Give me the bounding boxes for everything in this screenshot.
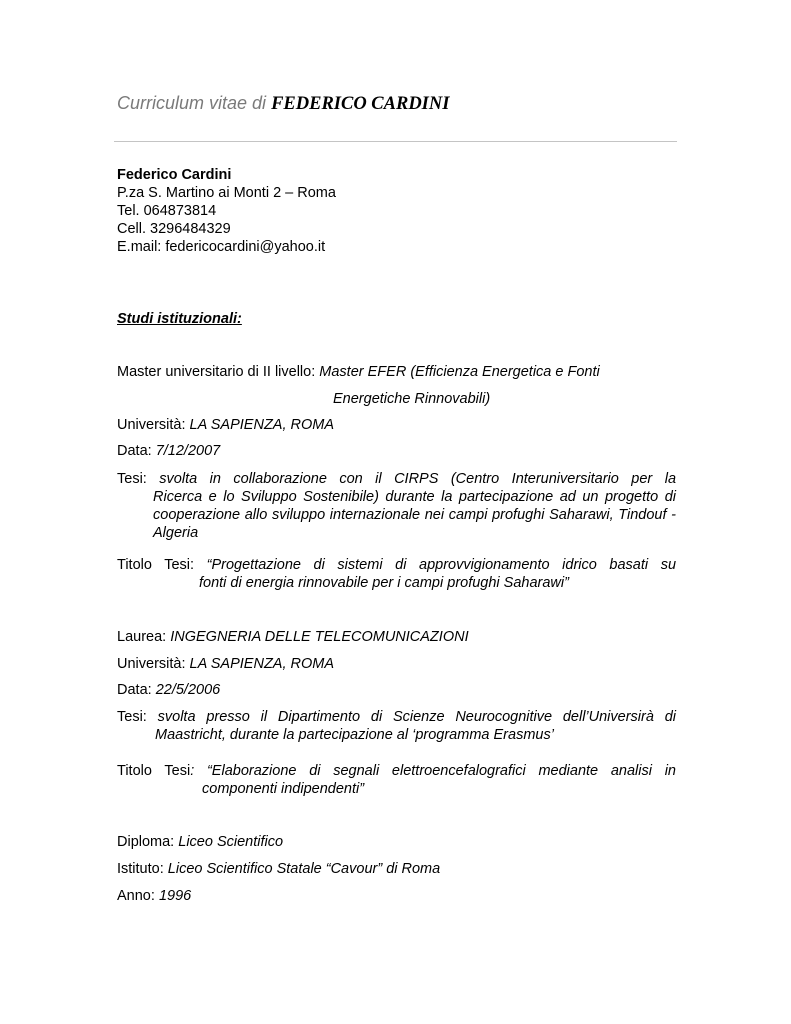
- master-university: [117, 416, 334, 434]
- laurea-tesi-rest: Maastricht, durante la partecipazione al ‘programma Erasmus’: [155, 727, 554, 743]
- master-tesi-label: Tesi:: [117, 471, 147, 487]
- diploma-ist-label: Istituto:: [117, 861, 164, 877]
- diploma-line: [117, 833, 283, 851]
- laurea-date: [117, 681, 220, 699]
- laurea-titolo-label: Titolo Tesi: [117, 763, 191, 779]
- master-titolo-label: Titolo Tesi:: [117, 557, 195, 573]
- master-value-line2: Energetiche Rinnovabili): [333, 391, 491, 407]
- master-titolo-first: [117, 556, 676, 574]
- master-uni-label: Università:: [117, 417, 186, 433]
- master-tesi-rest: Ricerca e lo Sviluppo Sostenibile) durante la partecipazione ad un progetto di cooperazione allo sviluppo internazionale nei campi profughi Saharawi, Tindouf - Algeria: [153, 489, 676, 541]
- contact-email: E.mail: federicocardini@yahoo.it: [117, 239, 326, 255]
- laurea-date-value: 22/5/2006: [155, 682, 221, 698]
- diploma-year: [117, 887, 191, 905]
- contact-cell: Cell. 3296484329: [117, 221, 231, 237]
- laurea-tesi-line1: svolta presso il Dipartimento di Scienze Neurocognitive dell’Universirà di: [157, 709, 676, 725]
- master-tesi-first: [117, 470, 676, 488]
- master-label: Master universitario di II livello:: [117, 364, 316, 380]
- laurea-titolo: [117, 762, 676, 798]
- master-date: [117, 442, 220, 460]
- contact-address: P.za S. Martino ai Monti 2 – Roma: [117, 185, 336, 201]
- laurea-line: [117, 628, 469, 646]
- section-title: Studi istituzionali:: [117, 311, 242, 327]
- master-line: [117, 363, 600, 381]
- laurea-uni-label: Università:: [117, 656, 186, 672]
- master-date-label: Data:: [117, 443, 152, 459]
- master-value-line1: Master EFER (Efficienza Energetica e Fonti: [319, 364, 600, 380]
- header-divider: [114, 141, 677, 142]
- master-uni-value: LA SAPIENZA, ROMA: [189, 417, 335, 433]
- laurea-tesi-label: Tesi:: [117, 709, 147, 725]
- master-tesi-line1: svolta in collaborazione con il CIRPS (Centro Interuniversitario per la: [159, 471, 677, 487]
- diploma-value: Liceo Scientifico: [178, 834, 284, 850]
- document-title: [117, 90, 449, 117]
- diploma-institute: [117, 860, 440, 878]
- diploma-anno-label: Anno:: [117, 888, 155, 904]
- contact-name: Federico Cardini: [117, 167, 232, 183]
- contact-block: [117, 166, 677, 256]
- master-titolo-line1: “Progettazione di sistemi di approvvigionamento idrico basati su: [206, 557, 677, 573]
- master-tesi: [117, 470, 676, 542]
- laurea-university: [117, 655, 334, 673]
- master-titolo: [117, 556, 676, 592]
- laurea-date-label: Data:: [117, 682, 152, 698]
- laurea-value: INGEGNERIA DELLE TELECOMUNICAZIONI: [170, 629, 469, 645]
- laurea-titolo-first: [117, 762, 676, 780]
- title-lead: Curriculum vitae di: [117, 93, 267, 113]
- diploma-anno-value: 1996: [158, 888, 192, 904]
- laurea-tesi: [117, 708, 676, 744]
- diploma-label: Diploma:: [117, 834, 175, 850]
- laurea-tesi-first: [117, 708, 676, 726]
- laurea-titolo-rest: componenti indipendenti”: [202, 781, 365, 797]
- title-name: FEDERICO CARDINI: [271, 94, 450, 114]
- laurea-titolo-line1: : “Elaborazione di segnali elettroencefalografici mediante analisi in: [190, 763, 676, 779]
- contact-tel: Tel. 064873814: [117, 203, 217, 219]
- laurea-uni-value: LA SAPIENZA, ROMA: [189, 656, 335, 672]
- diploma-ist-value: Liceo Scientifico Statale “Cavour” di Roma: [167, 861, 441, 877]
- master-titolo-rest: fonti di energia rinnovabile per i campi profughi Saharawi”: [199, 575, 569, 591]
- laurea-label: Laurea:: [117, 629, 167, 645]
- master-date-value: 7/12/2007: [155, 443, 221, 459]
